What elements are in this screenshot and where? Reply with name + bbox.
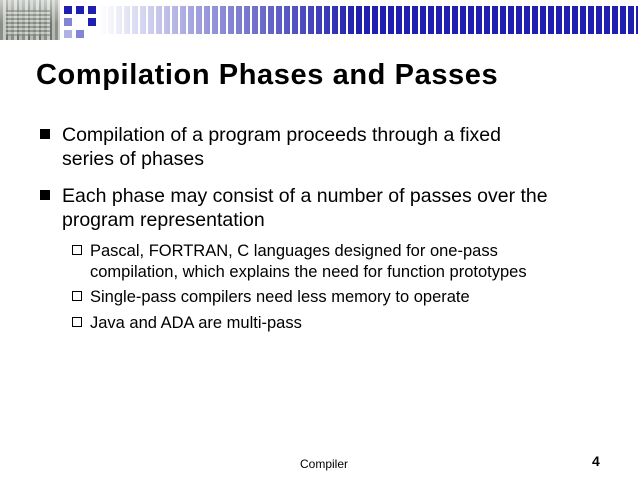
bullet-line: program representation: [62, 209, 265, 231]
bullet-text: [62, 184, 622, 232]
hollow-square-bullet-icon: [72, 317, 82, 327]
sub-bullet-line: Single-pass compilers need less memory to operate: [90, 288, 470, 306]
bullet-line: Each phase may consist of a number of passes over the: [62, 185, 548, 207]
sub-bullet-line: compilation, which explains the need for function prototypes: [90, 263, 527, 281]
square-bullet-icon: [40, 129, 50, 139]
sub-bullet-text: [90, 313, 630, 334]
sub-bullet-text: [90, 241, 630, 283]
hollow-square-bullet-icon: [72, 291, 82, 301]
hollow-square-bullet-icon: [72, 245, 82, 255]
bullet-line: series of phases: [62, 148, 204, 170]
sub-bullet-text: [90, 287, 630, 308]
square-bullet-icon: [40, 190, 50, 200]
footer-label: Compiler: [300, 457, 349, 471]
bullet-line: Compilation of a program proceeds through a fixed: [62, 124, 501, 146]
slide-title: Compilation Phases and Passes: [36, 59, 499, 91]
sub-bullet-line: Pascal, FORTRAN, C languages designed for one-pass: [90, 242, 498, 260]
page-number: 4: [592, 453, 600, 469]
bullet-text: [62, 123, 622, 171]
sub-bullet-line: Java and ADA are multi-pass: [90, 314, 302, 332]
header-band-fade: [100, 6, 360, 34]
